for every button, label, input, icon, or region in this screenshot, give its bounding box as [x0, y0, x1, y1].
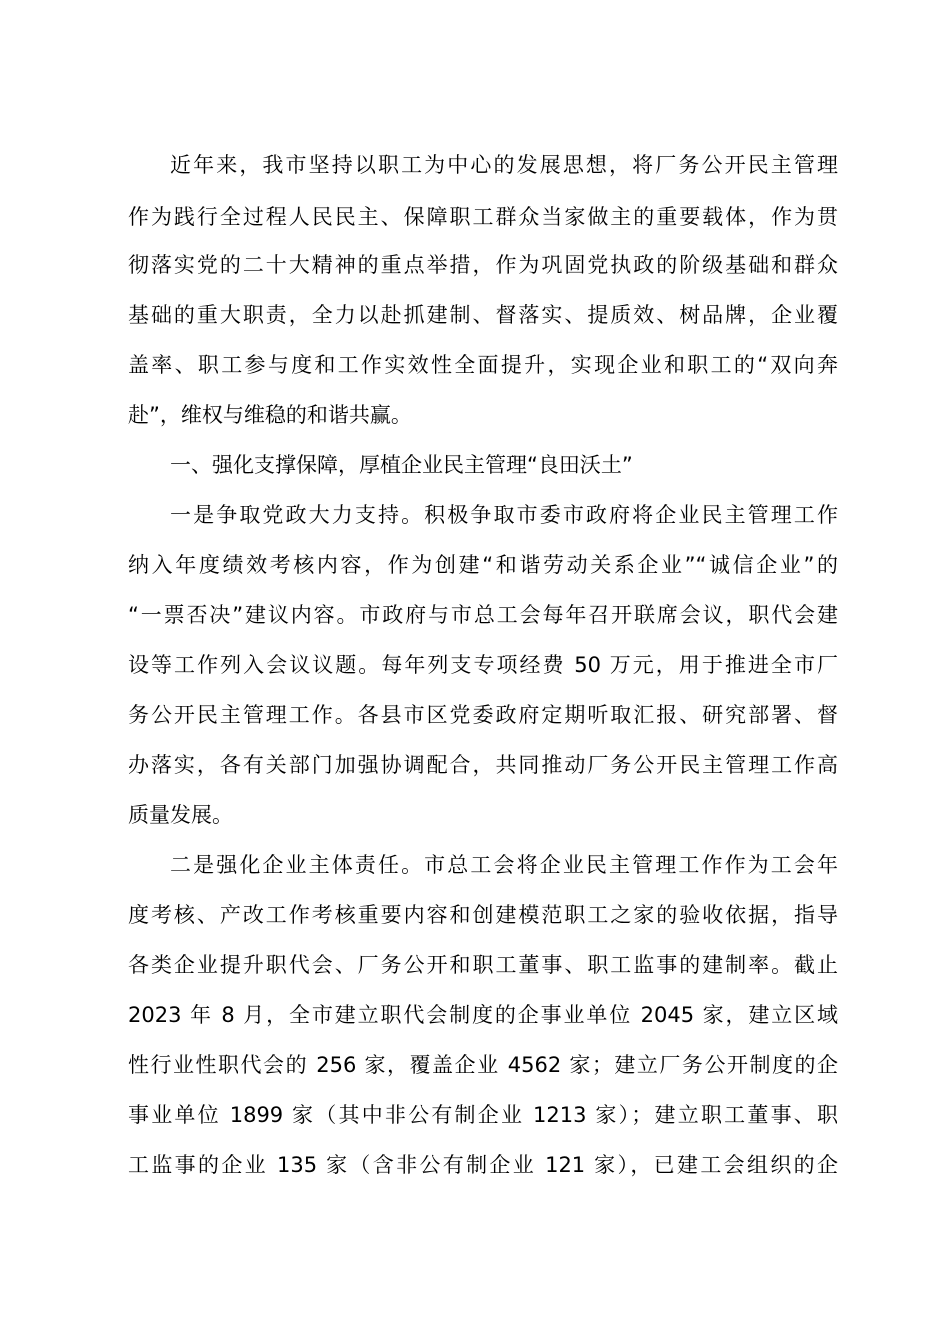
paragraph-1-line-5: 盖率、职工参与度和工作实效性全面提升，实现企业和职工的“双向奔 — [128, 353, 838, 377]
paragraph-3-line-6: 事业单位 1899 家（其中非公有制企业 1213 家）；建立职工董事、职 — [128, 1103, 838, 1127]
paragraph-3-line-2: 度考核、产改工作考核重要内容和创建模范职工之家的验收依据，指导 — [128, 903, 838, 927]
paragraph-1-line-1: 近年来，我市坚持以职工为中心的发展思想，将厂务公开民主管理 — [170, 153, 838, 177]
section-heading-1: 一、强化支撑保障，厚植企业民主管理“良田沃土” — [170, 453, 633, 477]
paragraph-2-line-4: 设等工作列入会议议题。每年列支专项经费 50 万元，用于推进全市厂 — [128, 653, 838, 677]
paragraph-1-line-4: 基础的重大职责，全力以赴抓建制、督落实、提质效、树品牌，企业覆 — [128, 303, 838, 327]
paragraph-3-line-1: 二是强化企业主体责任。市总工会将企业民主管理工作作为工会年 — [170, 853, 838, 877]
paragraph-3-line-5: 性行业性职代会的 256 家，覆盖企业 4562 家；建立厂务公开制度的企 — [128, 1053, 838, 1077]
paragraph-2-line-7: 质量发展。 — [128, 803, 233, 827]
paragraph-2-line-1: 一是争取党政大力支持。积极争取市委市政府将企业民主管理工作 — [170, 503, 838, 527]
paragraph-3-line-4: 2023 年 8 月，全市建立职代会制度的企事业单位 2045 家，建立区域 — [128, 1003, 838, 1027]
paragraph-2-line-6: 办落实，各有关部门加强协调配合，共同推动厂务公开民主管理工作高 — [128, 753, 838, 777]
paragraph-2-line-3: “一票否决”建议内容。市政府与市总工会每年召开联席会议，职代会建 — [128, 603, 838, 627]
paragraph-1-line-3: 彻落实党的二十大精神的重点举措，作为巩固党执政的阶级基础和群众 — [128, 253, 838, 277]
paragraph-3-line-7: 工监事的企业 135 家（含非公有制企业 121 家），已建工会组织的企 — [128, 1153, 838, 1177]
paragraph-1-line-2: 作为践行全过程人民民主、保障职工群众当家做主的重要载体，作为贯 — [128, 205, 838, 229]
paragraph-1-line-6: 赴”，维权与维稳的和谐共赢。 — [128, 403, 412, 427]
paragraph-2-line-2: 纳入年度绩效考核内容，作为创建“和谐劳动关系企业”“诚信企业”的 — [128, 553, 838, 577]
paragraph-2-line-5: 务公开民主管理工作。各县市区党委政府定期听取汇报、研究部署、督 — [128, 703, 838, 727]
paragraph-3-line-3: 各类企业提升职代会、厂务公开和职工董事、职工监事的建制率。截止 — [128, 953, 838, 977]
